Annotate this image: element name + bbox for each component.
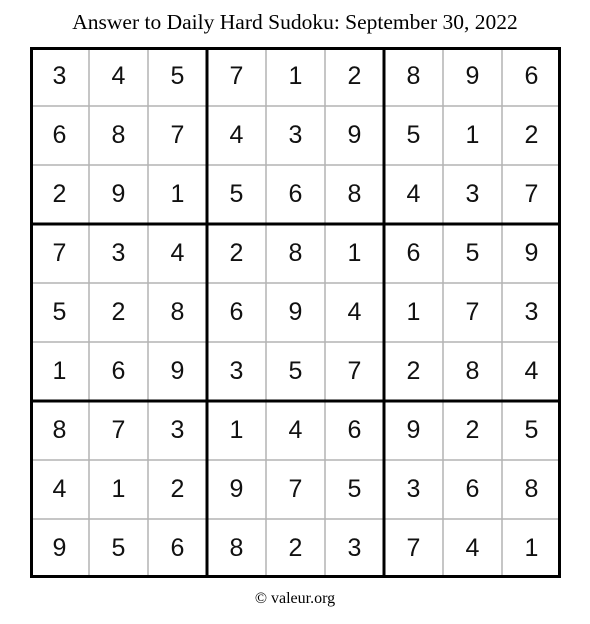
sudoku-cell-r5c9: 3 [524,298,539,326]
sudoku-cell-r6c8: 8 [465,357,480,385]
sudoku-cell-r4c5: 8 [288,239,303,267]
sudoku-cell-r4c7: 6 [406,239,421,267]
sudoku-cell-r7c7: 9 [406,416,421,444]
sudoku-cell-r8c9: 8 [524,475,539,503]
sudoku-cell-r7c6: 6 [347,416,362,444]
sudoku-cell-r9c9: 1 [524,534,539,562]
sudoku-cell-r8c8: 6 [465,475,480,503]
sudoku-cell-r7c8: 2 [465,416,480,444]
sudoku-cell-r9c8: 4 [465,534,480,562]
sudoku-cell-r8c3: 2 [170,475,185,503]
sudoku-cell-r3c2: 9 [111,180,126,208]
sudoku-cell-r7c4: 1 [229,416,244,444]
sudoku-cell-r1c6: 2 [347,62,362,90]
sudoku-cell-r3c7: 4 [406,180,421,208]
sudoku-cell-r2c8: 1 [465,121,480,149]
sudoku-cell-r1c5: 1 [288,62,303,90]
sudoku-cell-r9c1: 9 [52,534,67,562]
sudoku-cell-r7c3: 3 [170,416,185,444]
sudoku-cell-r8c5: 7 [288,475,303,503]
sudoku-cell-r3c9: 7 [524,180,539,208]
sudoku-cell-r4c2: 3 [111,239,126,267]
sudoku-board [30,47,561,578]
sudoku-cell-r1c4: 7 [229,62,244,90]
sudoku-cell-r3c4: 5 [229,180,244,208]
copyright-footer: © valeur.org [254,590,336,607]
sudoku-cell-r9c3: 6 [170,534,185,562]
sudoku-cell-r7c2: 7 [111,416,126,444]
sudoku-cell-r3c5: 6 [288,180,303,208]
sudoku-cell-r5c8: 7 [465,298,480,326]
sudoku-cell-r6c3: 9 [170,357,185,385]
sudoku-cell-r3c1: 2 [52,180,67,208]
sudoku-cell-r4c1: 7 [52,239,67,267]
sudoku-cell-r1c1: 3 [52,62,67,90]
sudoku-cell-r8c2: 1 [111,475,126,503]
sudoku-cell-r4c4: 2 [229,239,244,267]
sudoku-cell-r1c2: 4 [111,62,126,90]
sudoku-cell-r8c1: 4 [52,475,67,503]
sudoku-cell-r5c1: 5 [52,298,67,326]
sudoku-cell-r3c6: 8 [347,180,362,208]
sudoku-cell-r8c4: 9 [229,475,244,503]
sudoku-cell-r4c8: 5 [465,239,480,267]
sudoku-cell-r4c6: 1 [347,239,362,267]
sudoku-cell-r9c7: 7 [406,534,421,562]
sudoku-cell-r9c4: 8 [229,534,244,562]
sudoku-cell-r9c2: 5 [111,534,126,562]
sudoku-cell-r6c1: 1 [52,357,67,385]
sudoku-cell-r7c1: 8 [52,416,67,444]
sudoku-cell-r9c5: 2 [288,534,303,562]
sudoku-cell-r6c4: 3 [229,357,244,385]
sudoku-cell-r2c3: 7 [170,121,185,149]
page-title: Answer to Daily Hard Sudoku: September 30, 2022 [72,10,518,34]
sudoku-cell-r4c9: 9 [524,239,539,267]
sudoku-cell-r7c9: 5 [524,416,539,444]
sudoku-cell-r2c2: 8 [111,121,126,149]
sudoku-cell-r1c7: 8 [406,62,421,90]
sudoku-cell-r5c4: 6 [229,298,244,326]
sudoku-cell-r3c8: 3 [465,180,480,208]
sudoku-cell-r6c7: 2 [406,357,421,385]
sudoku-cell-r2c4: 4 [229,121,244,149]
sudoku-cell-r2c9: 2 [524,121,539,149]
sudoku-cell-r6c9: 4 [524,357,539,385]
sudoku-cell-r5c3: 8 [170,298,185,326]
sudoku-cell-r2c5: 3 [288,121,303,149]
sudoku-cell-r4c3: 4 [170,239,185,267]
sudoku-cell-r1c8: 9 [465,62,480,90]
sudoku-cell-r9c6: 3 [347,534,362,562]
sudoku-cell-r5c6: 4 [347,298,362,326]
sudoku-cell-r6c5: 5 [288,357,303,385]
sudoku-cell-r1c9: 6 [524,62,539,90]
sudoku-cell-r3c3: 1 [170,180,185,208]
sudoku-cell-r5c2: 2 [111,298,126,326]
sudoku-cell-r6c6: 7 [347,357,362,385]
sudoku-cell-r5c7: 1 [406,298,421,326]
grid-lines [30,47,561,578]
sudoku-cell-r7c5: 4 [288,416,303,444]
sudoku-cell-r8c7: 3 [406,475,421,503]
sudoku-cell-r8c6: 5 [347,475,362,503]
sudoku-cell-r1c3: 5 [170,62,185,90]
sudoku-cell-r2c7: 5 [406,121,421,149]
sudoku-cell-r2c1: 6 [52,121,67,149]
sudoku-cell-r6c2: 6 [111,357,126,385]
sudoku-cell-r2c6: 9 [347,121,362,149]
sudoku-cell-r5c5: 9 [288,298,303,326]
